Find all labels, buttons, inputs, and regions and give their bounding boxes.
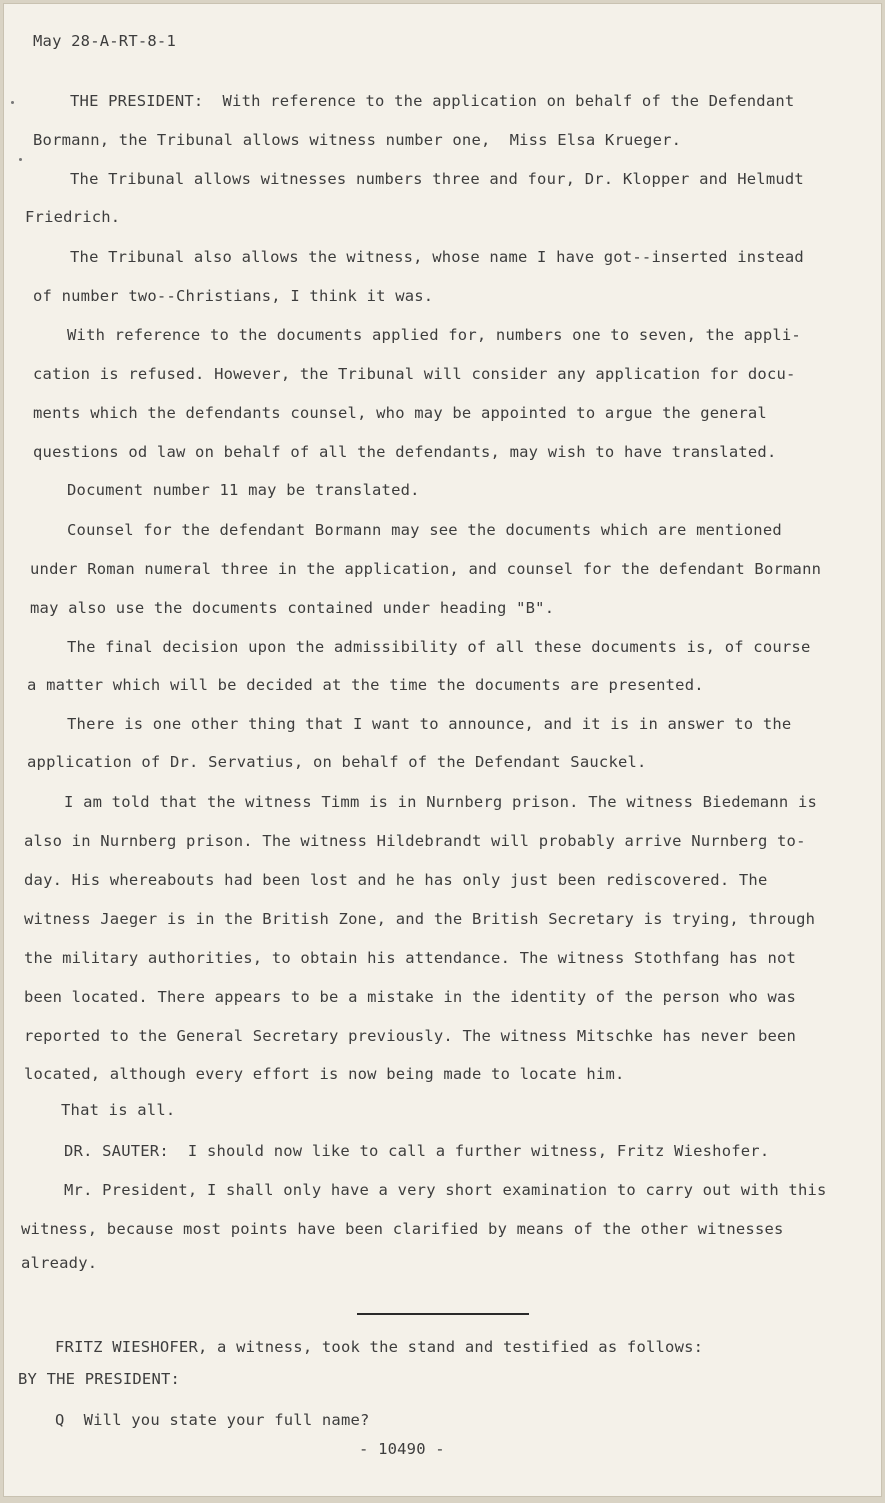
text-line: Friedrich. <box>25 208 121 226</box>
margin-dot <box>19 158 22 161</box>
text-line: The Tribunal allows witnesses numbers three and four, Dr. Klopper and Helmudt <box>70 170 804 188</box>
text-line: The Tribunal also allows the witness, whose name I have got--inserted instead <box>70 248 804 266</box>
text-line: witness, because most points have been clarified by means of the other witnesses <box>21 1220 784 1238</box>
page-number: - 10490 - <box>359 1440 445 1458</box>
text-line: cation is refused. However, the Tribunal will consider any application for docu- <box>33 365 796 383</box>
document-header: May 28-A-RT-8-1 <box>33 32 176 50</box>
text-line: a matter which will be decided at the time the documents are presented. <box>27 676 704 694</box>
text-line: been located. There appears to be a mistake in the identity of the person who was <box>24 988 797 1006</box>
text-line: Counsel for the defendant Bormann may see the documents which are mentioned <box>67 521 782 539</box>
text-line: The final decision upon the admissibility of all these documents is, of course <box>67 638 811 656</box>
margin-dot <box>11 101 14 104</box>
text-line: With reference to the documents applied for, numbers one to seven, the appli- <box>67 326 801 344</box>
text-line: questions od law on behalf of all the defendants, may wish to have translated. <box>33 443 777 461</box>
text-line: of number two--Christians, I think it was. <box>33 287 434 305</box>
text-line: DR. SAUTER: I should now like to call a further witness, Fritz Wieshofer. <box>64 1142 770 1160</box>
text-line: already. <box>21 1254 98 1272</box>
text-line: Bormann, the Tribunal allows witness number one, Miss Elsa Krueger. <box>33 131 682 149</box>
document-page <box>3 3 882 1497</box>
text-line: That is all. <box>61 1101 176 1119</box>
text-line: There is one other thing that I want to announce, and it is in answer to the <box>67 715 792 733</box>
text-line: Document number 11 may be translated. <box>67 481 420 499</box>
text-line: under Roman numeral three in the application, and counsel for the defendant Bormann <box>30 560 822 578</box>
text-line: the military authorities, to obtain his attendance. The witness Stothfang has not <box>24 949 797 967</box>
text-line: application of Dr. Servatius, on behalf of the Defendant Sauckel. <box>27 753 647 771</box>
text-line: witness Jaeger is in the British Zone, and the British Secretary is trying, through <box>24 910 816 928</box>
text-line: day. His whereabouts had been lost and he has only just been rediscovered. The <box>24 871 768 889</box>
text-line: BY THE PRESIDENT: <box>18 1370 181 1388</box>
text-line: FRITZ WIESHOFER, a witness, took the stand and testified as follows: <box>55 1338 704 1356</box>
text-line: located, although every effort is now being made to locate him. <box>24 1065 625 1083</box>
text-line: Mr. President, I shall only have a very short examination to carry out with this <box>64 1181 827 1199</box>
text-line: ments which the defendants counsel, who may be appointed to argue the general <box>33 404 767 422</box>
text-line: may also use the documents contained under heading "B". <box>30 599 555 617</box>
text-line: I am told that the witness Timm is in Nurnberg prison. The witness Biedemann is <box>64 793 818 811</box>
section-divider <box>357 1313 529 1315</box>
text-line: reported to the General Secretary previously. The witness Mitschke has never been <box>24 1027 797 1045</box>
text-line: THE PRESIDENT: With reference to the application on behalf of the Defendant <box>70 92 795 110</box>
text-line: also in Nurnberg prison. The witness Hildebrandt will probably arrive Nurnberg to- <box>24 832 806 850</box>
text-line: Q Will you state your full name? <box>55 1411 370 1429</box>
